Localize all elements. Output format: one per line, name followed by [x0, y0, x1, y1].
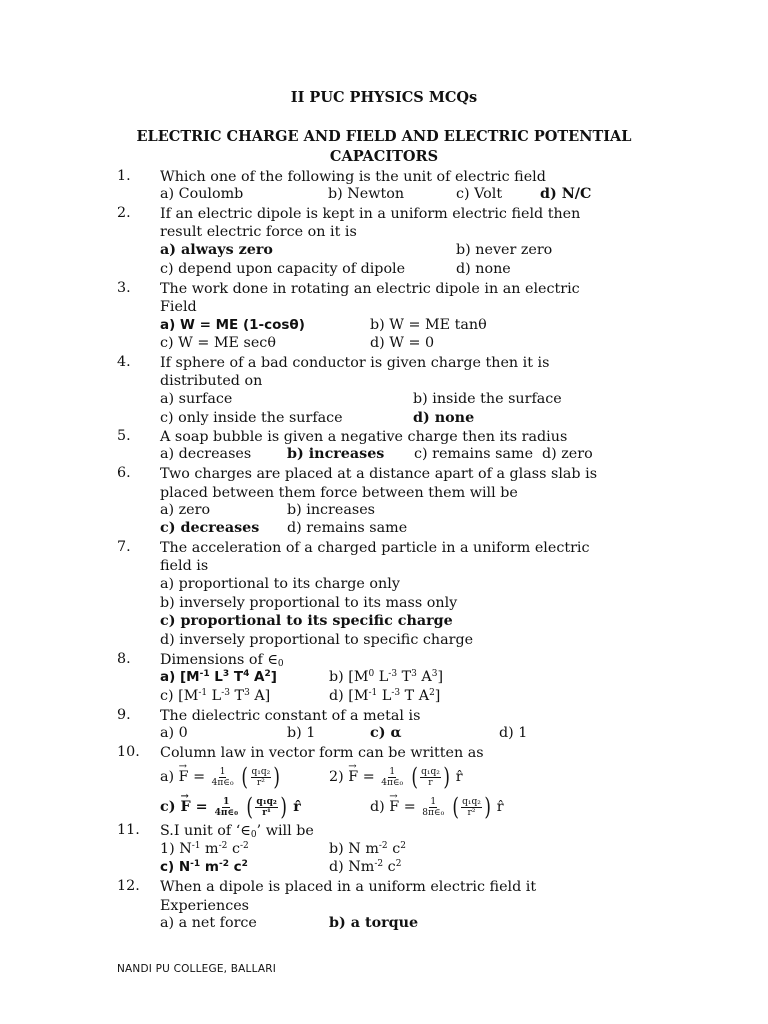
chapter-title-line1: ELECTRIC CHARGE AND FIELD AND ELECTRIC POTENTIAL: [136, 128, 632, 145]
option-a: a) zero: [160, 502, 211, 518]
question-text-line1: The acceleration of a charged particle in a uniform electric: [160, 540, 590, 556]
option-b-answer: b) a torque: [329, 915, 419, 931]
page-footer: NANDI PU COLLEGE, BALLARI: [117, 963, 277, 975]
option-c-answer: c) $N^{-1}$ $m^{-2}$ $c^2$: [160, 859, 248, 875]
chapter-title-line2: CAPACITORS: [329, 148, 439, 165]
question-number: 5.: [117, 428, 131, 444]
vector-arrow-icon: →: [389, 791, 398, 802]
option-d: d) zero: [542, 446, 593, 462]
question-number: 2.: [117, 205, 131, 221]
epsilon-symbol: ∈: [267, 652, 278, 668]
option-a: a) proportional to its charge only: [160, 576, 400, 592]
option-c: c) Volt: [456, 186, 503, 202]
option-a-answer: a) W = ME (1-cosθ): [160, 317, 305, 333]
option-a: a) a net force: [160, 915, 257, 931]
question-number: 11.: [117, 822, 140, 838]
question-number: 10.: [117, 744, 140, 760]
option-a-formula: a) → F = $\frac{1}{\text{4π∈₀}}$ ( $\frac{\text{q₁q₂}}{\text{r²}}$ ): [160, 761, 281, 791]
question-text-line1: The work done in rotating an electric dipole in an electric: [160, 281, 580, 297]
option-c-answer: c) proportional to its specific charge: [160, 613, 453, 629]
option-2-formula: 2) → F = $\frac{1}{\text{4π∈₀}}$ ( $\frac{\text{q₁q₂}}{r}$ ) r̂: [329, 761, 463, 791]
question-number: 9.: [117, 707, 131, 723]
question-number: 4.: [117, 354, 131, 370]
option-d-answer: d) none: [413, 410, 475, 426]
option-b: b) W = ME tanθ: [370, 317, 487, 333]
option-c: c) only inside the surface: [160, 410, 343, 426]
question-text-line2: placed between them force between them will be: [160, 485, 518, 501]
option-a: a) Coulomb: [160, 186, 244, 202]
question-text-line2: result electric force on it is: [160, 224, 357, 240]
question-text-line1: If sphere of a bad conductor is given charge then it is: [160, 355, 550, 371]
option-c: c) remains same: [414, 446, 534, 462]
option-d: d) W = 0: [370, 335, 435, 351]
option-b: b) inversely proportional to its mass only: [160, 595, 458, 611]
option-c: c) [$M^{-1}$ $L^{-3}$ $T^3$ A]: [160, 688, 271, 704]
question-text-line2: distributed on: [160, 373, 263, 389]
option-c: c) depend upon capacity of dipole: [160, 261, 406, 277]
option-d-formula: d) → F = $\frac{1}{\text{8π∈₀}}$ ( $\frac{\text{q₁q₂}}{\text{r²}}$ ) r̂: [370, 791, 504, 821]
epsilon-symbol: ∈: [240, 823, 251, 839]
option-d-answer: d) N/C: [540, 186, 592, 202]
page-title: II PUC PHYSICS MCQs: [290, 89, 478, 106]
question-text: Dimensions of $\in_0$: [160, 652, 284, 669]
option-d: d) $Nm^{-2}$ $c^2$: [329, 859, 402, 875]
question-text-line1: Two charges are placed at a distance apart of a glass slab is: [160, 466, 598, 482]
option-b: b) Newton: [328, 186, 405, 202]
option-c-answer: c) α: [370, 725, 402, 741]
option-a-answer: a) [$M^{-1}$ $L^3$ $T^4$ $A^2$]: [160, 669, 277, 685]
question-number: 6.: [117, 465, 131, 481]
option-a-answer: a) always zero: [160, 242, 273, 258]
option-b: b) N $m^{-2}$ $c^2$: [329, 841, 406, 857]
vector-arrow-icon: →: [180, 791, 189, 802]
question-text: A soap bubble is given a negative charge then its radius: [160, 429, 568, 445]
option-b-answer: b) increases: [287, 446, 385, 462]
option-b: b) increases: [287, 502, 376, 518]
option-a: a) decreases: [160, 446, 252, 462]
option-c-formula-answer: c) → F = $\frac{1}{\text{4π∈₀}}$ ( $\frac{\text{q₁q₂}}{\text{r¹}}$ ) r̂: [160, 791, 301, 821]
question-text-line2: Experiences: [160, 898, 249, 914]
option-a: a) 0: [160, 725, 188, 741]
question-text-line1: If an electric dipole is kept in a uniform electric field then: [160, 206, 581, 222]
option-b: b) 1: [287, 725, 316, 741]
option-d: d) remains same: [287, 520, 408, 536]
question-number: 7.: [117, 539, 131, 555]
question-number: 3.: [117, 280, 131, 296]
question-text-line1: When a dipole is placed in a uniform electric field it: [160, 879, 537, 895]
option-d: d) [$M^{-1}$ $L^{-3}$ T $A^2$]: [329, 688, 441, 704]
question-text: Column law in vector form can be written as: [160, 745, 484, 761]
option-a: a) surface: [160, 391, 233, 407]
question-number: 12.: [117, 878, 140, 894]
option-b: b) never zero: [456, 242, 553, 258]
question-number: 1.: [117, 168, 131, 184]
option-c-answer: c) decreases: [160, 520, 260, 536]
option-d: d) none: [456, 261, 511, 277]
option-b: b) inside the surface: [413, 391, 562, 407]
option-a: 1) $N^{-1}$ $m^{-2}$ $c^{-2}$: [160, 841, 249, 857]
option-c: c) W = ME secθ: [160, 335, 276, 351]
option-d: d) 1: [499, 725, 528, 741]
option-b: b) [$M^0$ $L^{-3}$ $T^3$ $A^3$]: [329, 669, 444, 685]
question-text-line2: Field: [160, 299, 197, 315]
question-text: S.I unit of ‘$\in_0$’ will be: [160, 823, 314, 840]
question-number: 8.: [117, 651, 131, 667]
vector-arrow-icon: →: [348, 761, 357, 772]
vector-arrow-icon: →: [178, 761, 188, 772]
question-text: The dielectric constant of a metal is: [160, 708, 421, 724]
option-d: d) inversely proportional to specific charge: [160, 632, 474, 648]
question-text: Which one of the following is the unit of electric field: [160, 169, 546, 185]
question-text-line2: field is: [160, 558, 209, 574]
